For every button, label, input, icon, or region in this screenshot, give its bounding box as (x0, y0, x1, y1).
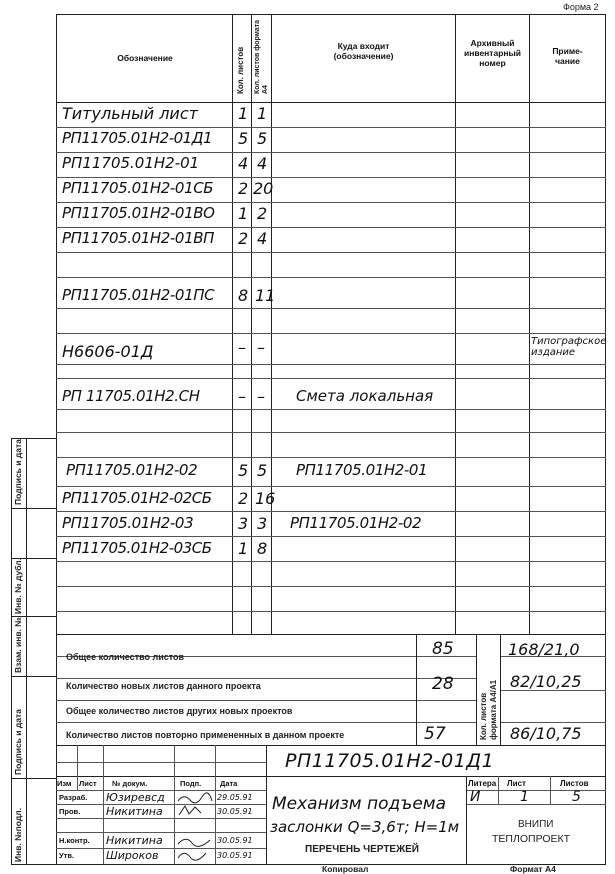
row-count: – (238, 338, 246, 357)
date-nkontr: 30.05.91 (217, 836, 253, 845)
row-a4: 2 (257, 204, 268, 223)
row-designation: Н6606-01Д (62, 342, 154, 361)
row-a4: 16 (255, 489, 276, 508)
row-designation: РП11705.01Н2-03 (62, 514, 194, 532)
a4a1-reused: 86/10,75 (510, 724, 582, 743)
row-count: 2 (238, 179, 249, 198)
row-count: 5 (238, 129, 249, 148)
side-label-sign-date-top: Подпись и дата (13, 439, 23, 505)
footer-format: Формат А4 (510, 864, 556, 874)
row-count: 1 (238, 104, 249, 123)
row-designation: РП11705.01Н2-02СБ (62, 489, 212, 507)
new-label: Количество новых листов данного проекта (66, 681, 261, 691)
sheet-label: Лист (507, 779, 526, 788)
side-label-inv-dup: Инв. № дубл. (13, 557, 23, 614)
col-doc: № докум. (112, 779, 148, 788)
row-count: 3 (238, 514, 249, 533)
row-count: 4 (238, 154, 249, 173)
org-name-1: ВНИПИ (518, 819, 554, 830)
row-a4: 5 (257, 129, 268, 148)
role-dev: Разраб. (59, 793, 88, 802)
name-dev: Юзиревсд (106, 791, 165, 804)
row-designation: РП11705.01Н2-01СБ (62, 179, 214, 197)
name-chk: Никитина (106, 805, 163, 818)
row-count: 1 (238, 204, 249, 223)
side-label-sign-date-bottom: Подпись и дата (13, 709, 23, 775)
row-a4: 11 (255, 286, 276, 305)
doc-title: ПЕРЕЧЕНЬ ЧЕРТЕЖЕЙ (305, 844, 419, 855)
header-sheets-a4: Кол. листов формата А4 (254, 19, 269, 94)
side-label-inv-orig: Инв. №подл. (13, 807, 23, 862)
row-a4: 5 (257, 461, 268, 480)
date-appr: 30.05.91 (217, 851, 253, 860)
total-label: Общее количество листов (66, 652, 185, 662)
header-archive: Архивный инвентарный номер (463, 38, 522, 68)
col-date: Дата (220, 779, 238, 788)
row-a4: 20 (253, 179, 274, 198)
a4a1-label-2: формата А4/А1 (489, 679, 498, 740)
sheets-label: Листов (560, 779, 589, 788)
row-designation: Титульный лист (62, 104, 198, 123)
row-count: 8 (238, 286, 249, 305)
row-designation: РП 11705.01Н2.СН (62, 387, 200, 405)
sheet-value: 1 (520, 789, 529, 805)
product-name-line2: заслонки Q=3,6т; Н=1м (270, 818, 460, 836)
a4a1-total: 168/21,0 (508, 640, 580, 659)
name-nkontr: Никитина (106, 834, 163, 847)
row-a4: 3 (257, 514, 268, 533)
form-label: Форма 2 (563, 2, 599, 12)
org-name-2: ТЕПЛОПРОЕКТ (492, 833, 571, 845)
row-designation: РП11705.01Н2-01ПС (62, 286, 215, 304)
name-appr: Широков (106, 849, 159, 862)
role-appr: Утв. (59, 851, 75, 860)
date-dev: 29.05.91 (217, 793, 253, 802)
col-izm: Изм (57, 779, 72, 788)
row-note: Типографское издание (531, 336, 607, 358)
row-count: 1 (238, 539, 249, 558)
row-designation: РП11705.01Н2-01ВП (62, 229, 214, 247)
row-included: РП11705.01Н2-02 (290, 514, 422, 532)
side-label-replace-inv: Взам. инв. № (13, 617, 23, 673)
row-a4: – (257, 338, 265, 357)
sheets-value: 5 (572, 789, 581, 805)
row-a4: – (257, 387, 265, 406)
a4a1-new: 82/10,25 (510, 672, 582, 691)
row-count: 2 (238, 229, 249, 248)
header-included-in: Куда входит (обозначение) (333, 41, 394, 61)
role-chk: Пров. (59, 807, 81, 816)
date-chk: 30.05.91 (217, 807, 253, 816)
header-sheets-count: Кол. листов (236, 46, 245, 94)
row-a4: 4 (257, 154, 268, 173)
row-count: – (238, 387, 246, 406)
a4a1-label: Кол. листов (479, 692, 488, 740)
reused-label: Количество листов повторно примененных в данном проекте (66, 730, 345, 740)
row-included: Смета локальная (296, 387, 434, 405)
doc-code: РП11705.01Н2-01Д1 (285, 750, 495, 772)
row-count: 2 (238, 489, 249, 508)
other-label: Общее количество листов других новых проектов (66, 706, 293, 716)
reused-value: 57 (424, 724, 446, 744)
col-list: Лист (79, 779, 97, 788)
col-sign: Подп. (180, 779, 202, 788)
role-nkontr: Н.контр. (59, 836, 90, 845)
row-a4: 4 (257, 229, 268, 248)
row-included: РП11705.01Н2-01 (296, 461, 428, 479)
row-designation: РП11705.01Н2-01Д1 (62, 129, 212, 147)
lit-label: Литера (468, 779, 497, 788)
header-note: Приме- чание (552, 46, 583, 66)
row-designation: РП11705.01Н2-03СБ (62, 539, 212, 557)
header-designation: Обозначение (117, 53, 173, 63)
row-a4: 8 (257, 539, 268, 558)
row-count: 5 (238, 461, 249, 480)
footer-copied: Копировал (322, 864, 369, 874)
row-a4: 1 (257, 104, 268, 123)
row-designation: РП11705.01Н2-01 (62, 154, 200, 172)
new-value: 28 (432, 674, 454, 694)
total-value: 85 (432, 639, 454, 659)
product-name-line1: Механизм подъема (272, 794, 447, 814)
signatures (176, 791, 214, 861)
lit-value: И (470, 789, 481, 805)
row-designation: РП11705.01Н2-02 (66, 461, 198, 479)
row-designation: РП11705.01Н2-01ВО (62, 204, 215, 222)
